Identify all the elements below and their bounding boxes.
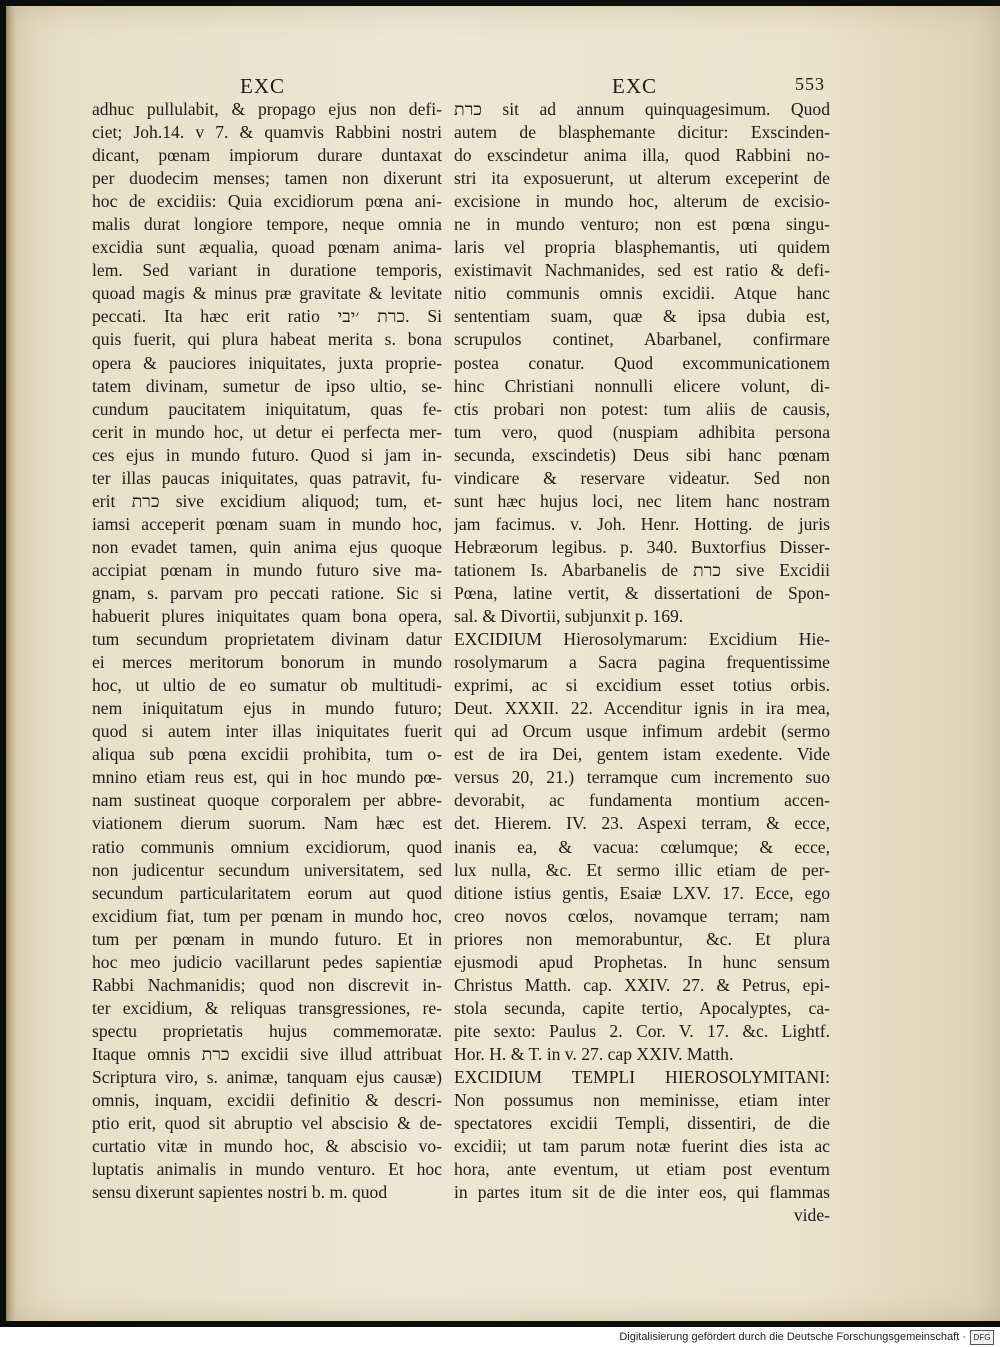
right-text-column [454,98,830,1227]
text-line: excidium fiat, tum per pœnam in mundo hoc, [92,905,442,926]
text-line: malis durat longiore tempore, neque omnia [92,214,442,235]
text-line: Non possumus non meminisse, etiam inter [454,1090,830,1111]
text-line: luptatis animalis in mundo venturo. Et hoc [92,1159,442,1180]
text-line: habuerit plures iniquitates quam bona opera, [92,606,442,627]
funding-credit: Digitalisierung gefördert durch die Deutsche Forschungsgemeinschaft · [619,1331,966,1343]
text-line: hoc meo judicio vacillarunt pedes sapientiæ [92,951,442,972]
text-line: est de ira Dei, gentem istam exedente. Vide [454,744,830,765]
text-line: scrupulos continet, Abarbanel, confirmare [454,329,830,350]
text-line: secundum particularitatem eorum aut quod [92,882,442,903]
text-line: sententiam suam, quæ & ipsa dubia est, [454,306,830,327]
text-line: Hor. H. & T. in v. 27. cap XXIV. Matth. [454,1043,734,1064]
text-line: tum per pœnam in mundo futuro. Et in [92,928,442,949]
running-head-center: EXC [612,74,657,98]
text-line: laris vel propria blasphemantis, uti quidem [454,237,830,258]
text-line: curtatio vitæ in mundo hoc, & abscisio vo- [92,1136,442,1157]
text-line: in partes itum sit de die inter eos, qui flammas [454,1182,830,1203]
text-line: nam sustineat quoque corporalem per abbre- [92,790,442,811]
text-line: non evadet tamen, quin anima ejus quoque [92,536,442,557]
text-line: sal. & Divortii, subjunxit p. 169. [454,606,684,627]
text-line: versus 20, 21.) terramque cum incremento suo [454,767,830,788]
text-line: autem de blasphemante dicitur: Exscinden- [454,122,830,143]
text-line: nitio communis omnis excidii. Atque hanc [454,283,830,304]
text-line: EXCIDIUM Hierosolymarum: Excidium Hie- [454,629,830,650]
text-line: tationem Is. Abarbanelis de כרת sive Excidii [454,559,830,580]
text-line: ne in mundo venturo; non est pœna singu- [454,214,830,235]
text-line: Rabbi Nachmanidis; quod non discrevit in- [92,974,442,995]
text-line: hinc Christiani nonnulli elicere volunt, di- [454,375,830,396]
text-line: rosolymarum a Sacra pagina frequentissime [454,652,830,673]
text-line: vindicare & reservare videatur. Sed non [454,467,830,488]
text-line: dicant, pœnam impiorum durare duntaxat [92,145,442,166]
text-line: Pœna, latine vertit, & dissertationi de Spon- [454,582,830,603]
text-line: lem. Sed variant in duratione temporis, [92,260,442,281]
text-line: jam facimus. v. Joh. Henr. Hotting. de juris [454,513,830,534]
text-line: devorabit, ac fundamenta montium accen- [454,790,830,811]
text-line: excidia sunt æqualia, quoad pœnam anima- [92,237,442,258]
text-line: peccati. Ita hæc erit ratio כרת ׳יבי. Si [92,306,442,327]
text-line: ces ejus in mundo futuro. Quod si jam in- [92,444,442,465]
text-line: viationem dierum suorum. Nam hæc est [92,813,442,834]
text-line: iamsi acceperit pœnam suam in mundo hoc, [92,513,442,534]
text-line: Deut. XXXII. 22. Accenditur ignis in ira mea, [454,698,830,719]
text-line: ter excidium, & reliquas transgressiones, re- [92,997,442,1018]
text-line: gnam, s. parvam pro peccati ratione. Sic si [92,582,442,603]
text-line: ptio erit, quod sit abruptio vel abscisio & de- [92,1113,442,1134]
text-line: ejusmodi apud Prophetas. In hunc sensum [454,951,830,972]
text-line: Itaque omnis כרת excidii sive illud attribuat [92,1043,442,1064]
text-line: tum vero, quod (nuspiam adhibita persona [454,421,830,442]
text-line: כרת sit ad annum quinquagesimum. Quod [454,99,830,119]
text-line: adhuc pullulabit, & propago ejus non defi- [92,99,442,119]
text-line: lux nulla, &c. Et sermo illic etiam de per- [454,859,830,880]
text-line: erit כרת sive excidium aliquod; tum, et- [92,490,442,511]
text-line: per duodecim menses; tamen non dixerunt [92,168,442,189]
page-gutter [6,6,16,1321]
text-line: non judicentur secundum universitatem, sed [92,859,442,880]
text-line: excisione in mundo hoc, alterum de excisio- [454,191,830,212]
text-line: aliqua sub pœna excidii prohibita, tum o- [92,744,442,765]
text-line: EXCIDIUM TEMPLI HIEROSOLYMITANI: [454,1066,830,1087]
text-line: hoc de excidiis: Quia excidiorum pœna ani- [92,191,442,212]
text-line: secunda, exscindetis) Deus sibi hanc pœnam [454,444,830,465]
text-line: priores non memorabuntur, &c. Et plura [454,928,830,949]
text-line: quis fuerit, qui plura habeat merita s. bona [92,329,442,350]
text-line: qui ad Orcum usque infimum ardebit (sermo [454,721,830,742]
text-line: sunt hæc hujus loci, nec litem hanc nostram [454,490,830,511]
book-page [6,6,1000,1321]
text-line: omnis, inquam, excidii definitio & descri- [92,1090,442,1111]
text-line: spectatores excidii Templi, dissentiri, de die [454,1113,830,1134]
text-line: do exscindetur anima illa, quod Rabbini no- [454,145,830,166]
dfg-logo: DFG [970,1330,994,1345]
text-line: sensu dixerunt sapientes nostri b. m. quod [92,1182,388,1203]
running-head-left: EXC [240,74,285,98]
text-line: Christus Matth. cap. XXIV. 27. & Petrus, epi- [454,974,830,995]
text-line: inanis ea, & vacua: cœlumque; & ecce, [454,836,830,857]
text-line: tum secundum proprietatem divinam datur [92,629,442,650]
text-line: spectu proprietatis hujus commemoratæ. [92,1020,442,1041]
page-number: 553 [795,74,825,94]
text-line: tatem divinam, sumetur de ipso ultio, se- [92,375,442,396]
text-line: creo novos cœlos, novamque terram; nam [454,905,830,926]
text-line: cerit in mundo hoc, ut detur ei perfecta mer- [92,421,442,442]
text-line: vide- [793,1205,830,1226]
text-line: ratio communis omnium excidiorum, quod [92,836,442,857]
text-line: excidii; ut tam parum notæ fuerint dies ista ac [454,1136,830,1157]
text-line: quod si autem inter illas iniquitates fuerit [92,721,442,742]
text-line: stola secunda, capite tertio, Apocalyptes, ca- [454,997,830,1018]
text-line: exprimi, ac si excidium esset totius orbis. [454,675,830,696]
text-line: existimavit Nachmanides, sed est ratio & defi- [454,260,830,281]
text-line: hoc, ut ultio de eo sumatur ob multitudi- [92,675,442,696]
text-line: postea conatur. Quod excommunicationem [454,352,830,373]
text-line: ei merces meritorum bonorum in mundo [92,652,442,673]
text-line: ditione istius gentis, Esaiæ LXV. 17. Ecce, ego [454,882,830,903]
text-line: ctis probari non potest: tum aliis de causis, [454,398,830,419]
text-line: det. Hierem. IV. 23. Aspexi terram, & ecce, [454,813,830,834]
text-line: ciet; Joh.14. v 7. & quamvis Rabbini nostri [92,122,442,143]
left-text-column [92,98,442,1204]
text-line: Scriptura viro, s. animæ, tanquam ejus causæ) [92,1066,442,1087]
text-line: ter illas paucas iniquitates, quas patravit, fu- [92,467,442,488]
text-line: accipiat pœnam in mundo futuro sive ma- [92,559,442,580]
text-line: stri ita exposuerunt, ut alterum exceperint de [454,168,830,189]
text-line: nem iniquitatum ejus in mundo futuro; [92,698,442,719]
text-line: cundum paucitatem iniquitatum, quas fe- [92,398,442,419]
text-line: mnino etiam reus est, qui in hoc mundo pœ- [92,767,442,788]
text-line: Hebræorum legibus. p. 340. Buxtorfius Disser- [454,536,830,557]
text-line: quoad magis & minus præ gravitate & levitate [92,283,442,304]
digitization-footer [0,1327,1000,1347]
text-line: hora, ante eventum, ut etiam post eventum [454,1159,830,1180]
text-line: pite sexto: Paulus 2. Cor. V. 17. &c. Lightf. [454,1020,830,1041]
text-line: opera & pauciores iniquitates, juxta proprie- [92,352,442,373]
